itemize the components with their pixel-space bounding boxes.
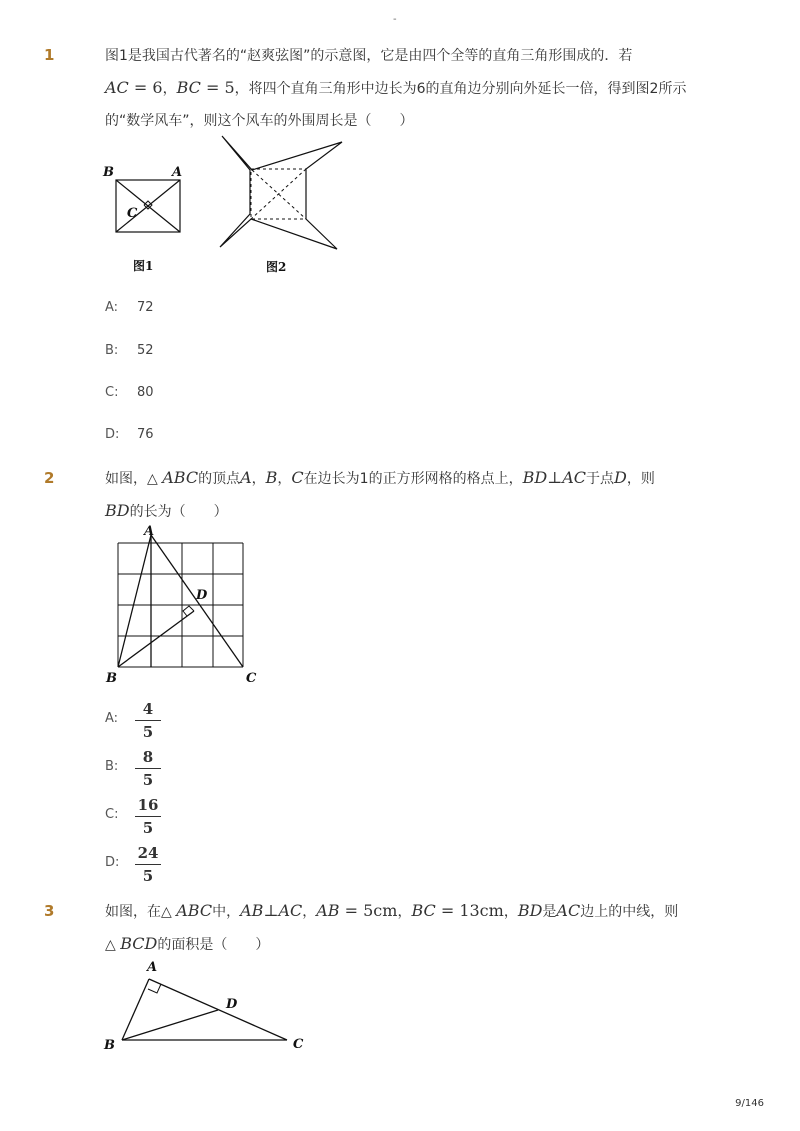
text: 在边长为1的正方形网格的格点上，: [303, 471, 523, 487]
question-1-line-1: 图1是我国古代著名的“赵爽弦图”的示意图，它是由四个全等的直角三角形围成的．若: [105, 48, 633, 64]
question-2-number: 2: [44, 469, 55, 487]
question-1-option-c[interactable]: [105, 385, 154, 400]
fraction-bar: [135, 768, 161, 769]
fig2-caption: 图2: [266, 260, 287, 274]
math-bd: BD: [517, 901, 543, 920]
numerator: 24: [137, 844, 159, 862]
question-1-number: 1: [44, 46, 55, 64]
math-bd: BD: [105, 501, 130, 520]
text: △: [105, 937, 121, 953]
q3-label-d: D: [226, 997, 238, 1012]
option-value: 76: [137, 427, 154, 442]
denominator: 5: [142, 867, 154, 885]
math-eq-6: = 6: [128, 78, 163, 97]
question-3-line-1: [105, 895, 725, 928]
fraction-bar: [135, 816, 161, 817]
comma: ，: [302, 904, 317, 920]
text: 边上的中线，则: [580, 904, 679, 920]
math-eq-5cm: = 5cm: [339, 901, 398, 920]
option-label: D:: [105, 427, 120, 442]
option-value: 72: [137, 300, 154, 315]
math-bc: BC: [176, 78, 201, 97]
figure-q2-grid: [100, 525, 270, 690]
question-1-option-a[interactable]: [105, 300, 154, 315]
q2-label-d: D: [196, 588, 208, 603]
question-2-stem: [105, 462, 725, 528]
question-2-line-2: [105, 495, 725, 528]
question-3-stem: [105, 895, 725, 961]
math-c: C: [291, 468, 304, 487]
q2-label-b: B: [106, 671, 117, 686]
comma: ，: [277, 471, 292, 487]
denominator: 5: [142, 819, 154, 837]
fig1-label-c: C: [127, 206, 138, 221]
question-2-option-c-fraction[interactable]: [135, 796, 161, 837]
text: 是: [542, 904, 557, 920]
math-ab: AB: [316, 901, 340, 920]
math-bcd: BCD: [120, 934, 158, 953]
comma: ，: [397, 904, 412, 920]
question-1-option-b[interactable]: [105, 343, 154, 358]
question-1-stem: [105, 40, 725, 137]
figure-1-zhao-shuang-diagram: [100, 160, 183, 280]
fig1-label-a: A: [172, 165, 183, 180]
q2-label-c: C: [246, 671, 257, 686]
numerator: 16: [137, 796, 159, 814]
q3-label-c: C: [293, 1037, 304, 1052]
math-d: D: [614, 468, 627, 487]
text: 的长为（ ）: [129, 504, 228, 520]
math-bc: BC: [411, 901, 436, 920]
question-3-number: 3: [44, 902, 55, 920]
text: 的顶点: [198, 471, 241, 487]
math-eq-13cm: = 13cm: [435, 901, 504, 920]
q2-label-a: A: [144, 524, 155, 539]
text: ，则: [626, 471, 655, 487]
math-ac: AC: [562, 468, 587, 487]
math-b: B: [265, 468, 278, 487]
option-label: C:: [105, 385, 119, 400]
question-2-option-b-label[interactable]: B:: [105, 759, 119, 774]
question-1-option-d[interactable]: [105, 427, 154, 442]
option-value: 80: [137, 385, 154, 400]
math-abc: ABC: [176, 901, 213, 920]
fig1-caption: 图1: [133, 259, 154, 273]
text: 中，: [212, 904, 241, 920]
math-perp: ⊥: [547, 468, 563, 487]
comma: ，: [162, 81, 177, 97]
question-2-option-a-fraction[interactable]: [135, 700, 161, 741]
numerator: 8: [142, 748, 154, 766]
math-ac: AC: [556, 901, 581, 920]
text: 如图，在△: [105, 904, 177, 920]
math-perp: ⊥: [263, 901, 279, 920]
question-2-option-d-label[interactable]: D:: [105, 855, 120, 870]
comma: ，: [503, 904, 518, 920]
comma: ，: [251, 471, 266, 487]
option-label: B:: [105, 343, 119, 358]
figure-q3-triangle: [100, 955, 315, 1055]
fig1-label-b: B: [103, 165, 114, 180]
text: 的面积是（ ）: [157, 937, 270, 953]
text: 于点: [586, 471, 615, 487]
denominator: 5: [142, 771, 154, 789]
q3-label-b: B: [104, 1038, 115, 1053]
option-label: A:: [105, 300, 119, 315]
question-2-option-a-label[interactable]: A:: [105, 711, 119, 726]
question-1-line-2: [105, 72, 725, 105]
math-abc: ABC: [162, 468, 199, 487]
page-number: 9/146: [735, 1098, 764, 1109]
math-ac: AC: [105, 78, 129, 97]
option-value: 52: [137, 343, 154, 358]
fraction-bar: [135, 720, 161, 721]
math-eq-5: = 5: [200, 78, 235, 97]
math-ab: AB: [240, 901, 264, 920]
math-a: A: [240, 468, 252, 487]
denominator: 5: [142, 723, 154, 741]
question-2-option-b-fraction[interactable]: [135, 748, 161, 789]
math-bd: BD: [522, 468, 548, 487]
question-1-line-2-text: ，将四个直角三角形中边长为6的直角边分别向外延长一倍，得到图2所示: [234, 81, 687, 97]
figure-2-windmill: [215, 132, 345, 282]
q3-label-a: A: [147, 960, 158, 975]
question-2-line-1: [105, 462, 725, 495]
question-1-line-3: 的“数学风车”，则这个风车的外围周长是（ ）: [105, 113, 414, 129]
question-2-option-d-fraction[interactable]: [135, 844, 161, 885]
header-mark: -: [393, 14, 397, 25]
question-2-option-c-label[interactable]: C:: [105, 807, 119, 822]
fraction-bar: [135, 864, 161, 865]
text: 如图，△: [105, 471, 163, 487]
math-ac: AC: [278, 901, 303, 920]
numerator: 4: [142, 700, 154, 718]
